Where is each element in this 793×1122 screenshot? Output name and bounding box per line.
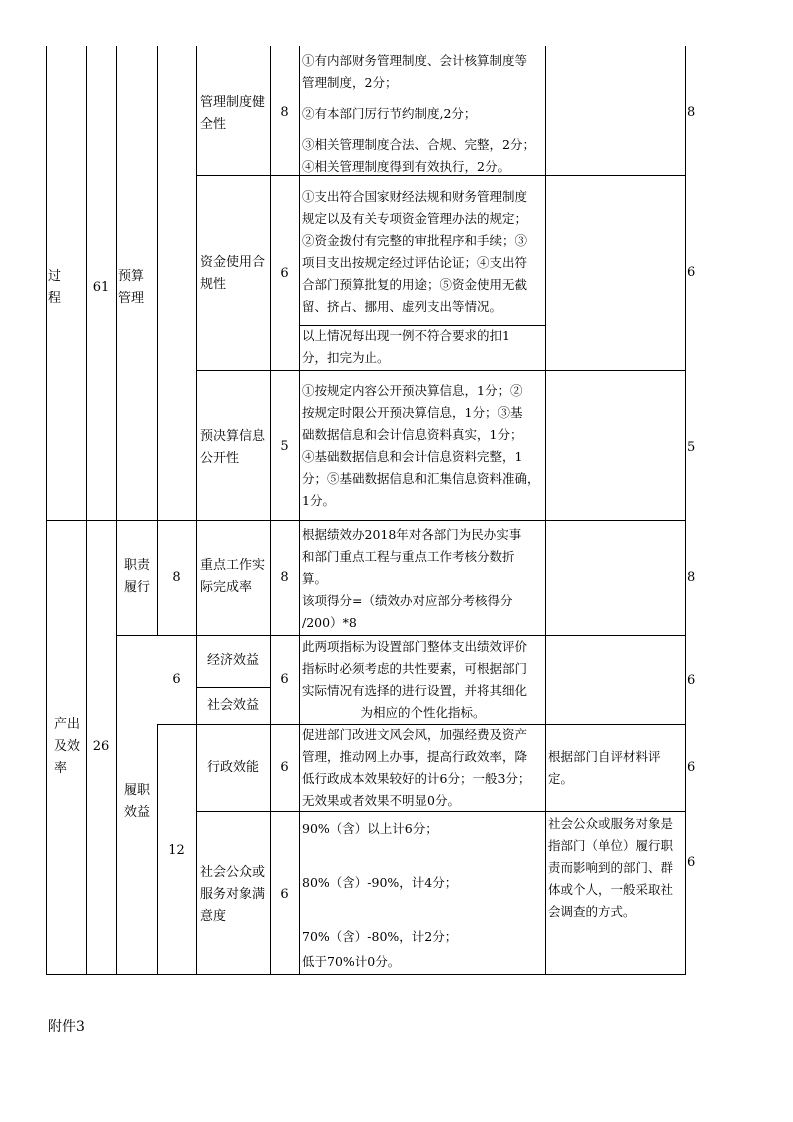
level2-benefit-weight-a: 6	[172, 672, 181, 687]
item-score: 8	[687, 570, 696, 585]
item-score: 6	[687, 855, 696, 870]
level2-benefit: 履职 效益	[124, 783, 151, 820]
table-divider	[116, 46, 117, 975]
table-divider	[196, 687, 270, 688]
deduction-text: 以上情况每出现一例不符合要求的扣1 分，扣完为止。	[302, 328, 510, 365]
criteria-text: 此两项指标为设置部门整体支出绩效评价 指标时必须考虑的共性要素，可根据部门 实际情况有选择的进行设置，并将其细化 为相应的个性化指标。	[302, 639, 528, 720]
table-divider	[299, 46, 300, 975]
indicator-name: 管理制度健 全性	[200, 95, 266, 132]
level1-output: 产出 及效 率	[54, 717, 81, 776]
indicator-weight: 6	[280, 672, 289, 687]
table-border-left	[46, 46, 47, 975]
indicator-social: 社会效益	[206, 698, 259, 713]
table-divider	[157, 46, 158, 635]
indicator-econ: 经济效益	[206, 653, 259, 668]
indicator-weight: 8	[280, 570, 289, 585]
attachment-label: 附件3	[48, 1019, 85, 1035]
item-score: 5	[687, 440, 696, 455]
indicator-name: 社会公众或 服务对象满 意度	[200, 865, 266, 924]
indicator-weight: 5	[280, 439, 289, 454]
indicator-weight: 6	[280, 887, 289, 902]
item-score: 6	[687, 673, 696, 688]
item-score: 6	[687, 760, 696, 775]
table-divider	[196, 46, 197, 975]
level1-output-score: 26	[92, 739, 110, 754]
level1-process: 过 程	[48, 269, 62, 306]
indicator-name: 预决算信息 公开性	[200, 429, 266, 466]
criteria-text: 促进部门改进文风会风，加强经费及资产 管理，推动网上办事，提高行政效率，降 低行政成本效果较好的计6分；一般3分； 无效果或者效果不明显0分。	[302, 727, 531, 808]
table-divider	[545, 46, 546, 975]
item-score: 6	[687, 265, 696, 280]
indicator-name: 重点工作实 际完成率	[200, 558, 266, 595]
table-divider	[86, 46, 87, 975]
level1-process-score: 61	[92, 280, 110, 295]
table-divider	[46, 520, 686, 521]
indicator-weight: 6	[280, 266, 289, 281]
criteria-text: ①支出符合国家财经法规和财务管理制度 规定以及有关专项资金管理办法的规定； ②资金拨付有完整的审批程序和手续；③ 项目支出按规定经过评估论证；④支出符 合部门预算批复的用途；⑤资金使用无截 留、挤占、挪用、虚列支出等情况。	[302, 189, 528, 314]
indicator-name: 行政效能	[206, 760, 259, 775]
criteria-text: ①按规定内容公开预决算信息，1分；② 按规定时限公开预决算信息，1分；③基 础数据信息和会计信息资料真实，1分； ④基础数据信息和会计信息资料完整，1 分；⑤基础数据信息和汇集信息资料准确， 1分。	[302, 383, 540, 508]
item-score: 8	[687, 105, 696, 120]
level2-duty-weight: 8	[172, 570, 181, 585]
criteria-text: ①有内部财务管理制度、会计核算制度等 管理制度，2分； ②有本部门厉行节约制度,2分； ③相关管理制度合法、合规、完整，2分； ④相关管理制度得到有效执行，2分。	[302, 53, 535, 174]
level2-duty: 职责 履行	[124, 558, 151, 595]
table-divider	[270, 46, 271, 975]
level2-budget-management: 预算 管理	[118, 269, 145, 306]
table-divider	[196, 370, 686, 371]
criteria-text: 根据绩效办2018年对各部门为民办实事 和部门重点工程与重点工作考核分数折 算。 该项得分=（绩效办对应部分考核得分 /200）*8	[302, 527, 522, 630]
indicator-weight: 8	[280, 105, 289, 120]
level2-benefit-weight-b: 12	[168, 843, 185, 858]
criteria-text: 90%（含）以上计6分； 80%（含）-90%，计4分； 70%（含）-80%，计2分； 低于70%计0分。	[302, 821, 458, 969]
note-text: 根据部门自评材料评 定。	[548, 749, 661, 786]
table-border-bottom	[46, 974, 686, 975]
table-border-right	[685, 46, 686, 975]
indicator-weight: 6	[280, 760, 289, 775]
note-text: 社会公众或服务对象是 指部门（单位）履行职 责而影响到的部门、群 体或个人，一般采取社 会调查的方式。	[548, 816, 674, 919]
indicator-name: 资金使用合 规性	[200, 255, 266, 292]
